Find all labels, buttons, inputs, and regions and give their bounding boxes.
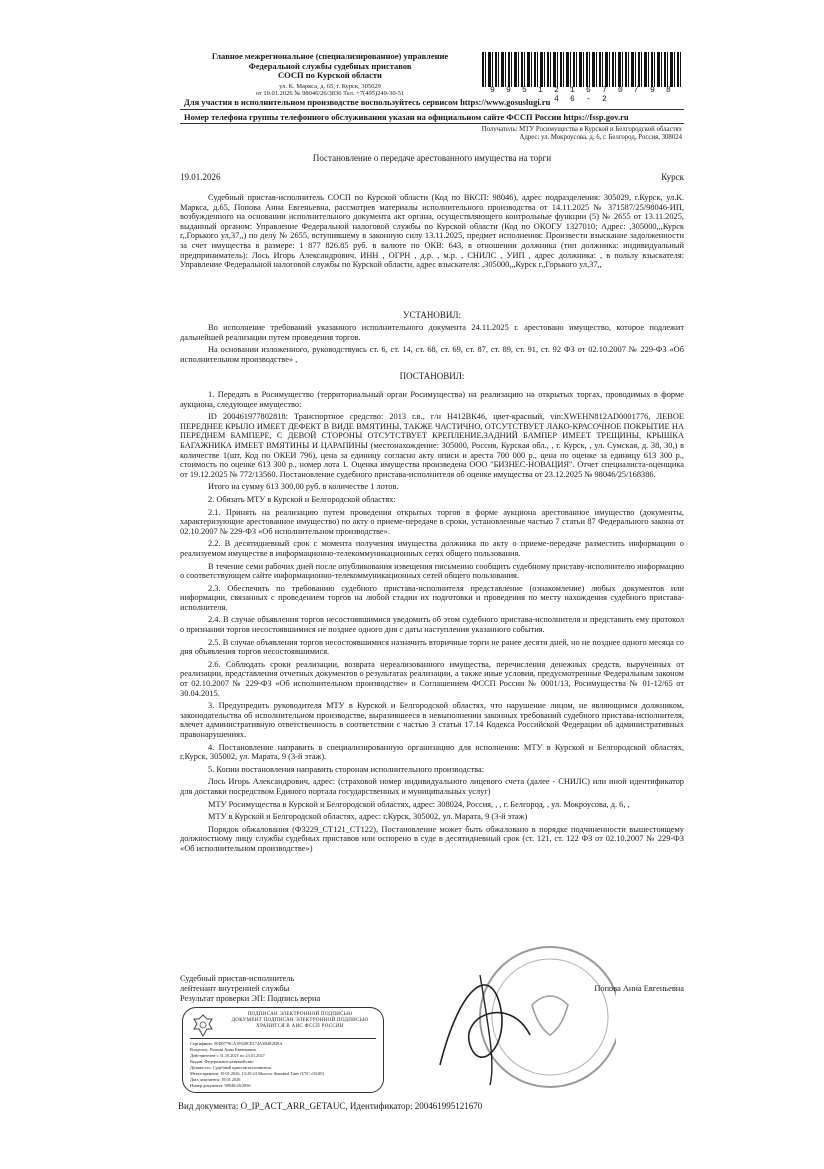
gosuslugi-note: Для участия в исполнительном производстве воспользуйтесь сервисом https://www.gosuslugi.ru bbox=[184, 97, 551, 107]
issuer-organization bbox=[180, 52, 480, 81]
signature-block bbox=[180, 974, 684, 1004]
clause: 1. Передать в Росимущество (территориальный орган Росимущества) на реализацию на открытых торгах, проводимых в форме аукциона, следующее имущество: bbox=[180, 390, 684, 409]
document-title: Постановление о передаче арестованного имущества на торги bbox=[312, 153, 552, 163]
clause: 2.6. Соблюдать сроки реализации, возврата нереализованного имущества, перечисления денежных средств, вырученных от реализации, представления отчетных документов о результатах реализации, а также иные условия, предусмотренные Федеральным законом от 02.10.2007 № 229-ФЗ «Об исполнительном производстве» и Соглашением ФССП России № 0001/13, Росимущества № 01-12/65 от 30.04.2015. bbox=[180, 659, 684, 698]
recipient-line: Получатель: МТУ Росимущества в Курской и Белгородской областях bbox=[481, 126, 682, 133]
clause: 2.3. Обеспечить по требованию судебного пристава-исполнителя представление (ознакомление) любых документов или информации, связанных с проведением торгов на любой стадии их подготовки и проведения по месту нахождения судебного пристава-исполнителя. bbox=[180, 583, 684, 612]
ustanovil-section bbox=[180, 323, 684, 367]
barcode bbox=[482, 52, 682, 87]
stamp-certificate: Сертификат: 00D9779CA1F028CE174A3B4E2D8A bbox=[190, 1041, 283, 1046]
issuer-address bbox=[180, 83, 480, 97]
stamp-title bbox=[222, 1012, 378, 1030]
official-seal-icon bbox=[420, 945, 616, 1093]
postanovil-heading: ПОСТАНОВИЛ: bbox=[399, 371, 465, 381]
phone-note: Номер телефона группы телефонного обслуживания указан на официальном сайте ФССП России https://fssp.gov.ru bbox=[184, 112, 629, 122]
signer-name: Попова Анна Евгеньевна bbox=[594, 984, 684, 993]
header-rule bbox=[180, 109, 684, 110]
stamp-position: Должность: Судебный пристав-исполнитель bbox=[190, 1065, 272, 1070]
stamp-timestamp: Метка времени: 19.01.2026, 13:29:24 Moscow Standard Time (UTC+03:00) bbox=[190, 1071, 324, 1076]
stamp-title-line: ДОКУМЕНТ ПОДПИСАН ЭЛЕКТРОННОЙ ПОДПИСЬЮ ХРАНИТСЯ В АИС ФССП РОССИИ bbox=[231, 1018, 369, 1029]
ustanovil-heading: УСТАНОВИЛ: bbox=[402, 310, 462, 320]
stamp-issuer: Выдан: Федеральное казначейство bbox=[190, 1059, 254, 1064]
clause: 2.5. В случае объявления торгов несостоявшимися назначить вторичные торги не ранее десяти дней, но не позднее одного месяца со дня объявления торгов несостоявшимися. bbox=[180, 637, 684, 657]
stamp-divider bbox=[190, 1038, 376, 1039]
clause: 2.2. В десятидневный срок с момента получения имущества должника по акту о приеме-передаче разместить информацию о реализуемом имуществе в информационно-телекоммуникационных сетях общего пользования. bbox=[180, 539, 684, 558]
appeal-procedure: Порядок обжалования (Ф3229_СТ121_СТ122), Постановление может быть обжаловано в порядке подчиненности вышестоящему должностному лицу службы судебных приставов или оспорено в суде в десятидневный срок (ст. 121, ст. 122 ФЗ от 02.10.2007 № 229-ФЗ «Об исполнительном производстве») bbox=[180, 824, 684, 853]
stamp-owner: Владелец: Попова Анна Евгеньевна bbox=[190, 1047, 256, 1052]
clause: 2.4. В случае объявления торгов несостоявшимися уведомить об этом судебного пристава-исполнителя и представить ему протокол о признании торгов несостоявшимися не позднее одного дня с даты наступления указанного события. bbox=[180, 615, 684, 635]
clause: Итого на сумму 613 300,00 руб. в количестве 1 лотов. bbox=[208, 482, 399, 492]
recipient-party: МТУ в Курской и Белгородской областях, адрес: г.Курск, 305002, ул. Марата, 9 (3-й этаж) bbox=[208, 812, 528, 822]
header-rule bbox=[180, 123, 684, 124]
signature-check: Результат проверки ЭП: Подпись верна bbox=[180, 994, 321, 1003]
recipient-block bbox=[420, 126, 682, 142]
stamp-validity: Действителен с 31.10.2025 по 23.01.2027 bbox=[190, 1053, 265, 1058]
coat-of-arms-icon bbox=[190, 1012, 216, 1040]
issuer-reference-line: от 19.01.2026 № 98046/26/3836 Тел. +7(495)249-30-51 bbox=[255, 90, 405, 97]
recipient-party: МТУ Росимущества в Курской и Белгородской областях, адрес: 308024, Россия, , , г. Белгород, , ул. Мокроусова, д. 6, , bbox=[208, 799, 630, 809]
issuer-line: Федеральной службы судебных приставов bbox=[248, 60, 412, 71]
clause: 2. Обязать МТУ в Курской и Белгородской областях: bbox=[208, 494, 396, 504]
property-description: ID 200461977802818: Транспортное средство: 2013 г.в., г/н Н412ВК46, цвет-красный, vin:XWEHN812AD0001776, ЛЕВОЕ ПЕРЕДНЕЕ КРЫЛО ИМЕЕТ ДЕФЕКТ В ВИДЕ ВМЯТИНЫ, ТАКЖЕ ЧАСТИЧНО, ОТСУТСТВУЕТ ЛАКО-КРАСОЧНОЕ ПОКРЫТИЕ НА ПЕРЕДНЕМ БАМПЕРЕ, С ДЕВОЙ СТОРОНЫ ОТСУТСТВУЕТ КРЕПЛЕНИЕ.ЗАДНИЙ БАМПЕР ИМЕЕТ ТРЕЩИНЫ, КРЫШКА БАГАЖНИКА ИМЕЕТ ВМЯТИНЫ И ЦАРАПИНЫ (местонахождение: 305000, Россия, Курская обл., , г. Курск, , ул. Сумская, д. 38, 30,) в количестве 1(шт, Код по ОКЕИ 796), цена за единицу согласно акту описи и ареста 700 000 р., цена по оценке за единицу 613 300 р., стоимость по оценке 613 300 р., номер лота 1. Оценка имущества произведена ООО "БИЗНЕС-НОВАЦИЯ". Отчет специалиста-оценщика от 19.12.2025 № 772/13560. Постановление судебного пристава-исполнителя об оценке имущества от 23.12.2025 № 98046/25/168386. bbox=[180, 412, 684, 479]
ustanovil-paragraph: На основании изложенного, руководствуясь ст. 6, ст. 14, ст. 68, ст. 69, ст. 87, ст. 89, ст. 91, ст. 92 ФЗ от 02.10.2007 № 229-ФЗ «Об исполнительном производстве» , bbox=[180, 345, 684, 364]
signer-rank: лейтенант внутренней службы bbox=[180, 984, 290, 993]
document-footer: Вид документа: O_IP_ACT_ARR_GETAUC, Идентификатор: 200461995121670 bbox=[178, 1101, 483, 1111]
clause: 5. Копии постановления направить сторонам исполнительного производства: bbox=[208, 764, 485, 774]
stamp-doc-date: Дата документа: 19.01.2026 bbox=[190, 1077, 241, 1082]
postanovil-section bbox=[180, 390, 684, 857]
issuer-line: СОСП по Курской области bbox=[278, 70, 382, 80]
issuer-line: Главное межрегиональное (специализированное) управление bbox=[211, 51, 449, 61]
intro-paragraph: Судебный пристав-исполнитель СОСП по Курской области (Код по ВКСП: 98046), адрес подразделения: 305029, г.Курск, ул.К. Маркса, д.65, Попова Анна Евгеньевна, рассмотрев материалы исполнительного производства от 14.11.2025 № 371587/25/98046-ИП, возбужденного на основании исполнительного документа акт органа, осуществляющего контрольные функции (5) № 2655 от 13.11.2025, выданный органом: Управление Федеральной налоговой службы по Курской области (Код по ОКОГУ 1327010; Адрес: ,305000,,,Курск г,,Горького ул,37,,) по делу № 2655, вступившему в законную силу 13.11.2025, предмет исполнения: Произвести взыскание задолженности за счет имущества в размере: 1 877 826.85 руб. в валюте по ОКВ: 643, в отношении должника (тип должника: индивидуальный предприниматель): Лось Игорь Александрович, ИНН , ОГРН , д.р. , м.р. , СНИЛС , УИП , адрес должника: , в пользу взыскателя: Управление Федеральной налоговой службы по Курской области, адрес взыскателя: ,305000,,,Курск г,,Горького ул,37,, bbox=[180, 193, 684, 270]
recipient-party: Лось Игорь Александрович, адрес: (страховой номер индивидуального лицевого счета (далее - СНИЛС) или иной идентификатор для доставки посредством Единого портала государственных и муниципальных услуг) bbox=[180, 777, 684, 796]
clause: В течение семи рабочих дней после опубликования извещения письменно сообщить судебному приставу-исполнителю информацию о соответствующем сайте информационно-телекоммуникационных сетей общего пользования. bbox=[180, 561, 684, 581]
document-date: 19.01.2026 bbox=[180, 172, 221, 182]
stamp-doc-number: Номер документа: 98046/26/3836 bbox=[190, 1083, 251, 1088]
document-city: Курск bbox=[661, 172, 684, 182]
recipient-address: Адрес: ул. Мокроусова, д. 6, г. Белгород, Россия, 308024 bbox=[519, 134, 682, 141]
barcode-number: 9 9 5 1 2 1 6 7 0 / 9 8 4 6 - 2 bbox=[489, 86, 675, 104]
issuer-address-line: ул. К. Маркса, д. 65, г. Курск, 305029 bbox=[279, 83, 381, 90]
clause: 3. Предупредить руководителя МТУ в Курской и Белгородской областях, что нарушение лицом, не являющимся должником, законодательства об исполнительном производстве, выразившееся в невыполнении законных требований судебного пристава-исполнителя, влечет административную ответственность в соответствии с частью 3 статьи 17.14 Кодекса Российской Федерации об административных правонарушениях. bbox=[180, 701, 684, 739]
stamp-title-line: ПОДПИСАН ЭЛЕКТРОННОЙ ПОДПИСЬЮ bbox=[247, 1012, 353, 1017]
intro-section bbox=[180, 193, 684, 273]
ustanovil-paragraph: Во исполнение требований указанного исполнительного документа 24.11.2025 г. арестовано имущество, которое подлежит дальнейшей реализации путем проведения торгов. bbox=[180, 323, 684, 342]
clause: 2.1. Принять на реализацию путем проведения открытых торгов в форме аукциона арестованное имущество (документы, характеризующие арестованное имущество) по акту о приеме-передаче в сроки, установленные частью 7 статьи 87 Федерального закона от 02.10.2007 № 229-ФЗ «Об исполнительном производстве». bbox=[180, 507, 684, 536]
clause: 4. Постановление направить в специализированную организацию для исполнения: МТУ в Курской и Белгородской областях, г.Курск, 305002, ул. Марата, 9 (3-й этаж). bbox=[180, 742, 684, 762]
signer-role: Судебный пристав-исполнитель bbox=[180, 974, 295, 983]
